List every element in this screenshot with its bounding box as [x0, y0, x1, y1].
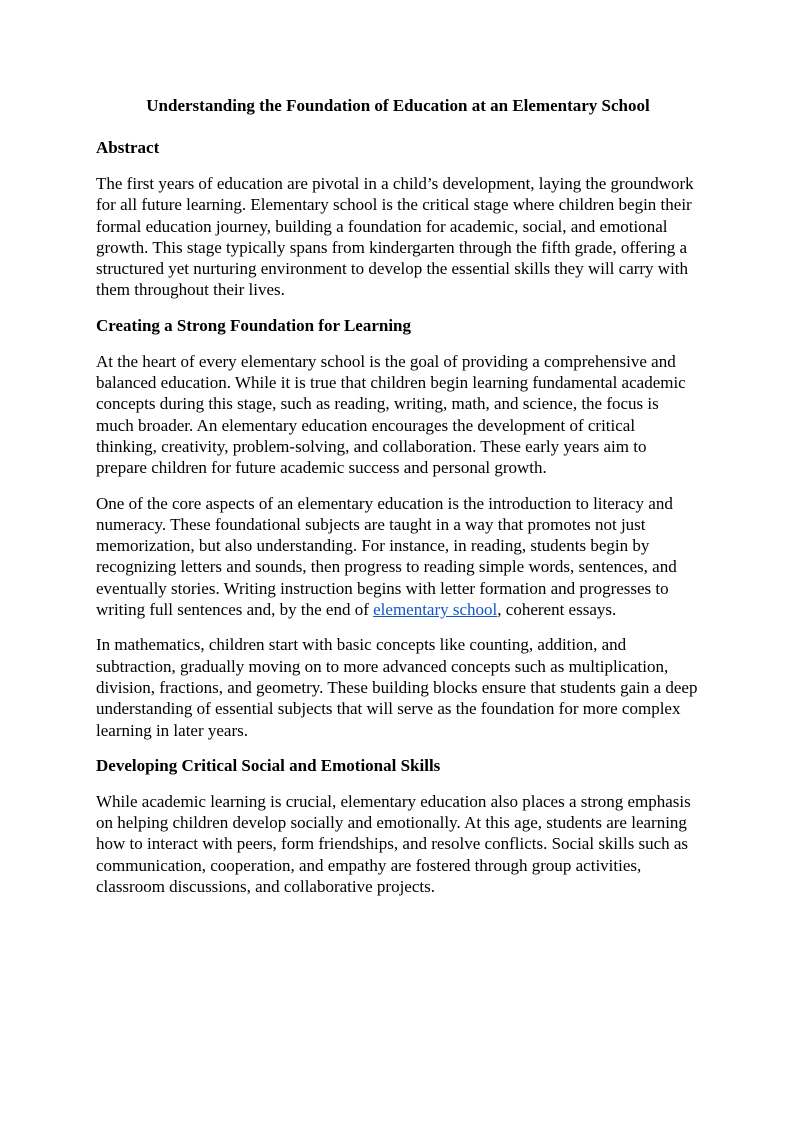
elementary-school-link[interactable]: elementary school: [373, 600, 498, 620]
document-title: Understanding the Foundation of Education at an Elementary School: [146, 96, 650, 115]
foundation-paragraph-2-text-before: One of the core aspects of an elementary education is the introduction to literacy and numeracy. These foundational subjects are taught in a way that promotes not just memorization, but also understanding. For instance, in reading, students begin by recognizing letters and sounds, then progress to reading simple words, sentences, and eventually stories. Writing instruction begins with letter formation and progresses to writing full sentences and, by the end of: [96, 493, 677, 620]
foundation-heading: Creating a Strong Foundation for Learning: [96, 315, 412, 335]
foundation-paragraph-1: At the heart of every elementary school is the goal of providing a comprehensive and balanced education. While it is true that children begin learning fundamental academic concepts during this stage, such as reading, writing, math, and science, the focus is much broader. An elementary education encourages the development of critical thinking, creativity, problem-solving, and collaboration. These early years aim to prepare children for future academic success and personal growth.: [96, 351, 686, 478]
abstract-heading: Abstract: [96, 138, 160, 157]
foundation-paragraph-2: [96, 493, 700, 621]
document-page: [96, 95, 700, 911]
social-heading: Developing Critical Social and Emotional Skills: [96, 755, 441, 775]
foundation-paragraph-3: In mathematics, children start with basic concepts like counting, addition, and subtraction, gradually moving on to more advanced concepts such as multiplication, division, fractions, and geometry. These building blocks ensure that students gain a deep understanding of essential subjects that will serve as the foundation for more complex learning in later years.: [96, 635, 698, 740]
foundation-paragraph-2-text-after: , coherent essays.: [497, 600, 617, 620]
abstract-paragraph: The first years of education are pivotal in a child’s development, laying the groundwork for all future learning. Elementary school is the critical stage where children begin their formal education journey, building a foundation for academic, social, and emotional growth. This stage typically spans from kindergarten through the fifth grade, offering a structured yet nurturing environment to develop the essential skills they will carry with them throughout their lives.: [96, 174, 694, 300]
social-paragraph-1: While academic learning is crucial, elementary education also places a strong emphasis on helping children develop socially and emotionally. At this age, students are learning how to interact with peers, form friendships, and resolve conflicts. Social skills such as communication, cooperation, and empathy are fostered through group activities, classroom discussions, and collaborative projects.: [96, 791, 691, 897]
